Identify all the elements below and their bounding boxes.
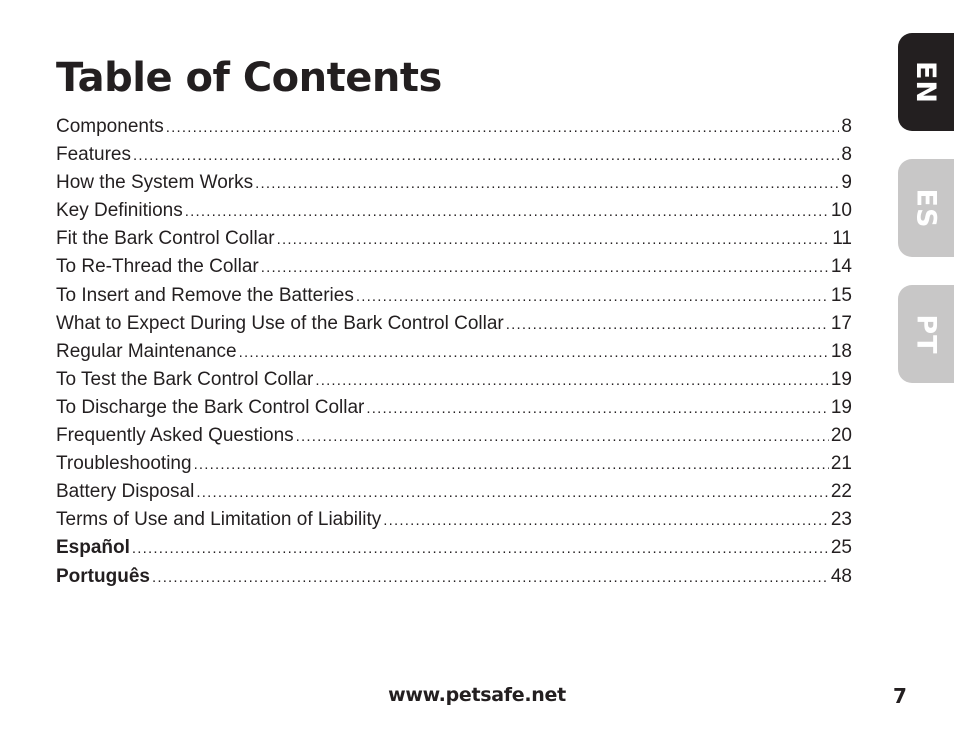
language-tab-pt[interactable] xyxy=(898,285,954,383)
toc-entry-label: Frequently Asked Questions xyxy=(56,425,294,447)
dot-leader xyxy=(194,451,829,478)
toc-entry-what-to-expect[interactable] xyxy=(56,310,852,338)
dot-leader xyxy=(185,198,829,225)
toc-entry-re-thread-collar[interactable] xyxy=(56,253,852,281)
table-of-contents xyxy=(56,113,852,591)
toc-entry-label: To Insert and Remove the Batteries xyxy=(56,284,354,306)
toc-entry-how-the-system-works[interactable] xyxy=(56,169,852,197)
dot-leader xyxy=(132,535,829,562)
dot-leader xyxy=(506,311,829,338)
dot-leader xyxy=(261,254,829,281)
toc-entry-portugues[interactable] xyxy=(56,563,852,591)
language-tab-label: PT xyxy=(910,313,942,355)
dot-leader xyxy=(383,507,829,534)
toc-entry-label: Regular Maintenance xyxy=(56,340,237,362)
language-tab-label: EN xyxy=(910,60,942,104)
toc-entry-page: 17 xyxy=(830,312,852,334)
dot-leader xyxy=(152,564,829,591)
toc-entry-page: 25 xyxy=(830,537,852,559)
toc-entry-page: 9 xyxy=(841,172,852,194)
toc-entry-page: 19 xyxy=(830,368,852,390)
toc-entry-page: 22 xyxy=(830,481,852,503)
dot-leader xyxy=(277,226,831,253)
toc-entry-label: Português xyxy=(56,565,150,587)
toc-entry-label: Español xyxy=(56,537,130,559)
language-tab-en[interactable] xyxy=(898,33,954,131)
toc-entry-page: 23 xyxy=(830,509,852,531)
toc-entry-label: Terms of Use and Limitation of Liability xyxy=(56,509,382,531)
dot-leader xyxy=(239,339,829,366)
toc-entry-label: Troubleshooting xyxy=(56,453,192,475)
toc-entry-features[interactable] xyxy=(56,141,852,169)
dot-leader xyxy=(133,142,839,169)
dot-leader xyxy=(196,479,829,506)
page-title: Table of Contents xyxy=(56,55,442,101)
toc-entry-page: 11 xyxy=(832,228,852,250)
toc-entry-page: 20 xyxy=(830,425,852,447)
toc-entry-test-collar[interactable] xyxy=(56,366,852,394)
toc-entry-label: To Discharge the Bark Control Collar xyxy=(56,396,365,418)
toc-entry-page: 19 xyxy=(830,396,852,418)
dot-leader xyxy=(366,395,829,422)
toc-entry-label: Features xyxy=(56,144,131,166)
toc-entry-faq[interactable] xyxy=(56,422,852,450)
toc-entry-label: What to Expect During Use of the Bark Control Collar xyxy=(56,312,504,334)
dot-leader xyxy=(296,423,829,450)
toc-entry-terms-of-use[interactable] xyxy=(56,506,852,534)
toc-entry-label: Battery Disposal xyxy=(56,481,195,503)
dot-leader xyxy=(315,367,829,394)
toc-entry-key-definitions[interactable] xyxy=(56,197,852,225)
toc-entry-page: 21 xyxy=(830,453,852,475)
toc-entry-page: 14 xyxy=(830,256,852,278)
toc-entry-regular-maintenance[interactable] xyxy=(56,338,852,366)
dot-leader xyxy=(166,114,840,141)
footer-url: www.petsafe.net xyxy=(388,684,566,706)
language-tab-es[interactable] xyxy=(898,159,954,257)
toc-entry-label: To Re-Thread the Collar xyxy=(56,256,259,278)
page-number: 7 xyxy=(893,684,907,708)
toc-entry-page: 8 xyxy=(841,116,852,137)
dot-leader xyxy=(356,283,829,310)
toc-entry-battery-disposal[interactable] xyxy=(56,478,852,506)
toc-entry-label: Components xyxy=(56,116,164,137)
toc-entry-page: 18 xyxy=(830,340,852,362)
toc-entry-label: Fit the Bark Control Collar xyxy=(56,228,275,250)
toc-entry-batteries[interactable] xyxy=(56,282,852,310)
toc-entry-page: 15 xyxy=(830,284,852,306)
dot-leader xyxy=(255,170,839,197)
toc-entry-label: How the System Works xyxy=(56,172,254,194)
toc-entry-fit-the-collar[interactable] xyxy=(56,225,852,253)
toc-entry-discharge-collar[interactable] xyxy=(56,394,852,422)
toc-entry-espanol[interactable] xyxy=(56,534,852,562)
toc-entry-label: Key Definitions xyxy=(56,200,183,222)
toc-entry-page: 48 xyxy=(830,565,852,587)
toc-entry-components[interactable] xyxy=(56,113,852,141)
toc-entry-page: 8 xyxy=(841,144,852,166)
toc-entry-troubleshooting[interactable] xyxy=(56,450,852,478)
language-tab-label: ES xyxy=(910,188,942,228)
toc-entry-page: 10 xyxy=(830,200,852,222)
toc-entry-label: To Test the Bark Control Collar xyxy=(56,368,314,390)
